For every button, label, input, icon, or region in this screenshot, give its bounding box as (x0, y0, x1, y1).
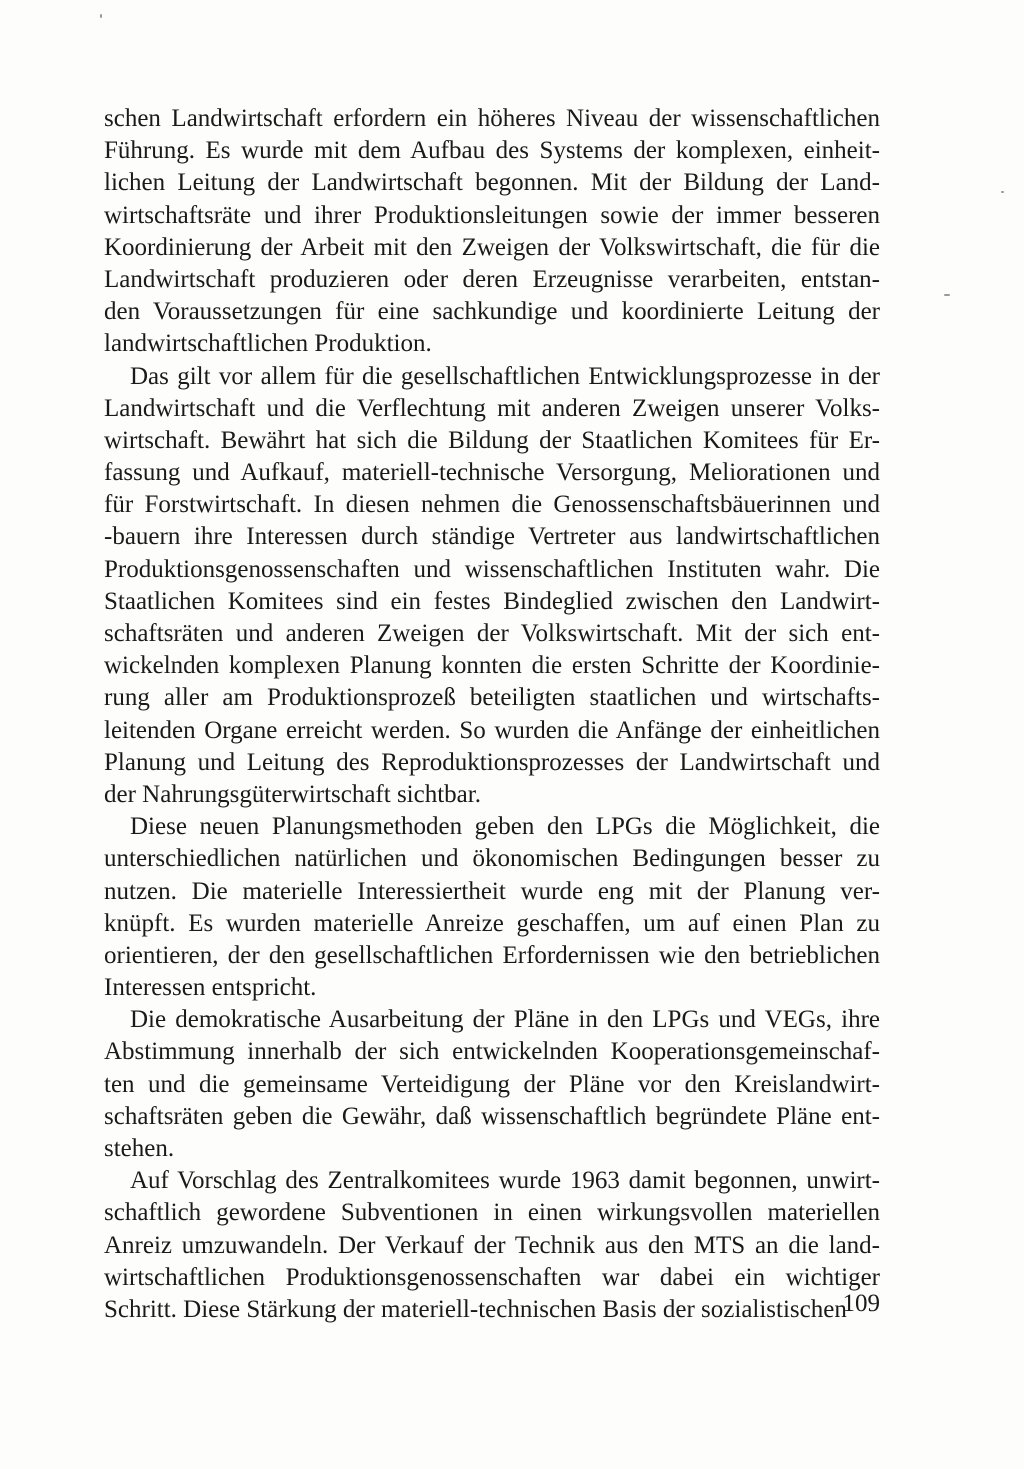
text-line: Die demokratische Ausarbeitung der Pläne in den LPGs und VEGs, ihre (130, 1006, 880, 1034)
paragraph (104, 1165, 880, 1326)
text-line: Landwirtschaft und die Verflechtung mit anderen Zweigen unserer Volks- (104, 394, 880, 422)
scan-speck (944, 294, 950, 296)
text-line: wickelnden komplexen Planung konnten die ersten Schritte der Koordinie- (104, 652, 880, 680)
text-line: Diese neuen Planungsmethoden geben den LPGs die Möglichkeit, die (130, 813, 880, 841)
text-line: rung aller am Produktionsprozeß beteiligten staatlichen und wirtschafts- (104, 684, 880, 712)
text-line: den Voraussetzungen für eine sachkundige und koordinierte Leitung der (104, 298, 880, 326)
text-line: wirtschaftsräte und ihrer Produktionsleitungen sowie der immer besseren (104, 201, 880, 229)
text-line: Planung und Leitung des Reproduktionsprozesses der Landwirtschaft und (104, 748, 880, 776)
text-line: nutzen. Die materielle Interessiertheit wurde eng mit der Planung ver- (104, 877, 880, 905)
paragraph (104, 1004, 880, 1165)
text-line: lichen Leitung der Landwirtschaft begonnen. Mit der Bildung der Land- (104, 169, 880, 197)
text-line: unterschiedlichen natürlichen und ökonomischen Bedingungen besser zu (104, 845, 880, 873)
paragraph (104, 811, 880, 1004)
scan-speck (1001, 191, 1004, 193)
text-line: Anreiz umzuwandeln. Der Verkauf der Technik aus den MTS an die land- (104, 1231, 880, 1259)
text-line: Interessen entspricht. (104, 974, 317, 1002)
text-line: der Nahrungsgüterwirtschaft sichtbar. (104, 780, 481, 808)
text-line: -bauern ihre Interessen durch ständige Vertreter aus landwirtschaftlichen (104, 523, 880, 551)
text-line: wirtschaftlichen Produktionsgenossenschaften war dabei ein wichtiger (104, 1263, 880, 1291)
text-line: landwirtschaftlichen Produktion. (104, 330, 432, 358)
scan-speck (100, 14, 102, 18)
text-line: schen Landwirtschaft erfordern ein höheres Niveau der wissenschaftlichen (104, 105, 880, 132)
text-line: schaftlich gewordene Subventionen in einen wirkungsvollen materiellen (104, 1199, 880, 1227)
text-line: fassung und Aufkauf, materiell-technische Versorgung, Meliorationen und (104, 459, 880, 487)
text-line: leitenden Organe erreicht werden. So wurden die Anfänge der einheitlichen (104, 716, 880, 744)
page-number: 109 (842, 1290, 880, 1317)
text-line: Das gilt vor allem für die gesellschaftlichen Entwicklungsprozesse in der (130, 362, 880, 390)
text-line: für Forstwirtschaft. In diesen nehmen die Genossenschaftsbäuerinnen und (104, 491, 880, 519)
body-text (104, 103, 880, 1326)
text-line: stehen. (104, 1135, 175, 1162)
text-line: Koordinierung der Arbeit mit den Zweigen der Volkswirtschaft, die für die (104, 233, 880, 261)
text-line: Führung. Es wurde mit dem Aufbau des Systems der komplexen, einheit- (104, 137, 880, 165)
text-line: Auf Vorschlag des Zentralkomitees wurde 1963 damit begonnen, unwirt- (130, 1167, 880, 1195)
text-line: Landwirtschaft produzieren oder deren Erzeugnisse verarbeiten, entstan- (104, 265, 880, 293)
text-line: Staatlichen Komitees sind ein festes Bindeglied zwischen den Landwirt- (104, 587, 880, 615)
text-line: Schritt. Diese Stärkung der materiell-technischen Basis der sozialistischen (104, 1295, 847, 1323)
paragraph (104, 103, 880, 361)
text-line: Produktionsgenossenschaften und wissenschaftlichen Instituten wahr. Die (104, 555, 880, 583)
text-line: wirtschaft. Bewährt hat sich die Bildung der Staatlichen Komitees für Er- (104, 426, 880, 454)
text-line: orientieren, der den gesellschaftlichen Erfordernissen wie den betrieblichen (104, 941, 880, 969)
paragraph (104, 361, 880, 812)
text-line: ten und die gemeinsame Verteidigung der Pläne vor den Kreislandwirt- (104, 1070, 880, 1098)
text-line: Abstimmung innerhalb der sich entwickelnden Kooperationsgemeinschaf- (104, 1038, 880, 1066)
text-line: schaftsräten geben die Gewähr, daß wissenschaftlich begründete Pläne ent- (104, 1102, 880, 1130)
text-line: schaftsräten und anderen Zweigen der Volkswirtschaft. Mit der sich ent- (104, 620, 880, 647)
text-line: knüpft. Es wurden materielle Anreize geschaffen, um auf einen Plan zu (104, 909, 880, 937)
